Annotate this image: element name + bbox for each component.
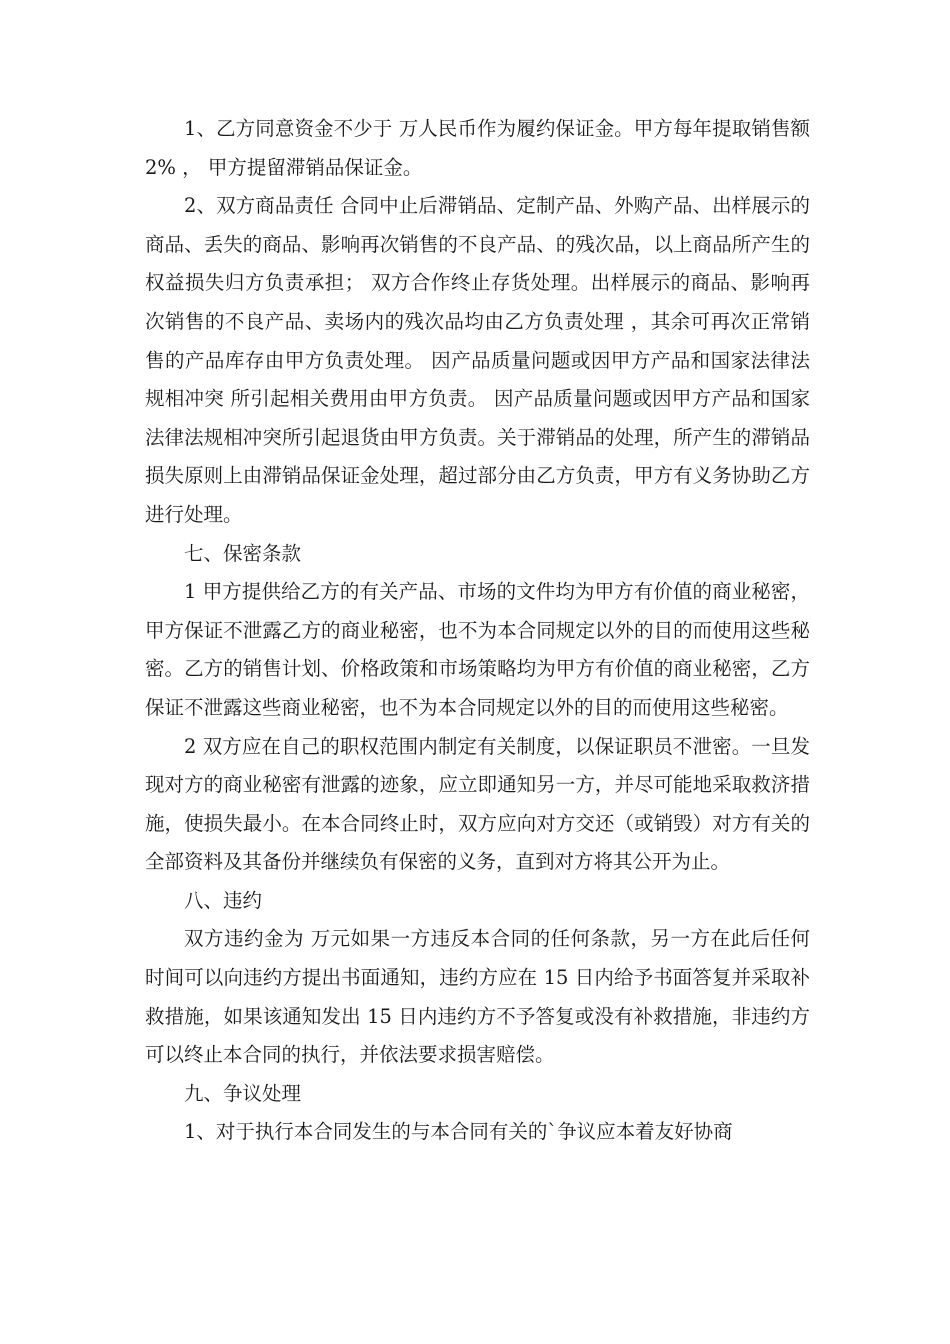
clause-deposit: 1、乙方同意资金不少于 万人民币作为履约保证金。甲方每年提取销售额 2% ， 甲方提留滞销品保证金。	[145, 117, 810, 179]
document-body	[145, 110, 810, 1152]
section-heading-dispute: 九、争议处理	[184, 1081, 302, 1105]
clause-dispute-1: 1、对于执行本合同发生的与本合同有关的`争议应本着友好协商	[184, 1120, 733, 1144]
clause-confidentiality-1: 1 甲方提供给乙方的有关产品、市场的文件均为甲方有价值的商业秘密，甲方保证不泄露乙方的商业秘密，也不为本合同规定以外的目的而使用这些秘密。乙方的销售计划、价格政策和市场策略均为甲方有价值的商业秘密，乙方保证不泄露这些商业秘密，也不为本合同规定以外的目的而使用这些秘密。	[145, 580, 810, 719]
clause-confidentiality-2: 2 双方应在自己的职权范围内制定有关制度，以保证职员不泄密。一旦发现对方的商业秘密有泄露的迹象，应立即通知另一方，并尽可能地采取救济措施，使损失最小。在本合同终止时，双方应向对方交还（或销毁）对方有关的全部资料及其备份并继续负有保密的义务，直到对方将其公开为止。	[145, 734, 810, 874]
clause-goods-responsibility: 2、双方商品责任 合同中止后滞销品、定制产品、外购产品、出样展示的商品、丢失的商品、影响再次销售的不良产品、的残次品，以上商品所产生的权益损失归方负责承担； 双方合作终止存货处理。出样展示的商品、影响再次销售的不良产品、卖场内的残次品均由乙方负责处理 ，其余可再次正常销售的产品库存由甲方负责处理。 因产品质量问题或因甲方产品和国家法律法规相冲突 所引起相关费用由甲方负责。 因产品质量问题或因甲方产品和国家法律法规相冲突所引起退货由甲方负责。关于滞销品的处理，所产生的滞销品损失原则上由滞销品保证金处理，超过部分由乙方负责，甲方有义务协助乙方进行处理。	[145, 194, 810, 526]
section-heading-confidentiality: 七、保密条款	[184, 541, 302, 565]
clause-breach: 双方违约金为 万元如果一方违反本合同的任何条款，另一方在此后任何时间可以向违约方提出书面通知，违约方应在 15 日内给予书面答复并采取补救措施，如果该通知发出 15 日内违约方不予答复或没有补救措施，非违约方可以终止本合同的执行，并依法要求损害赔偿。	[145, 927, 810, 1067]
section-heading-breach: 八、违约	[184, 888, 263, 912]
